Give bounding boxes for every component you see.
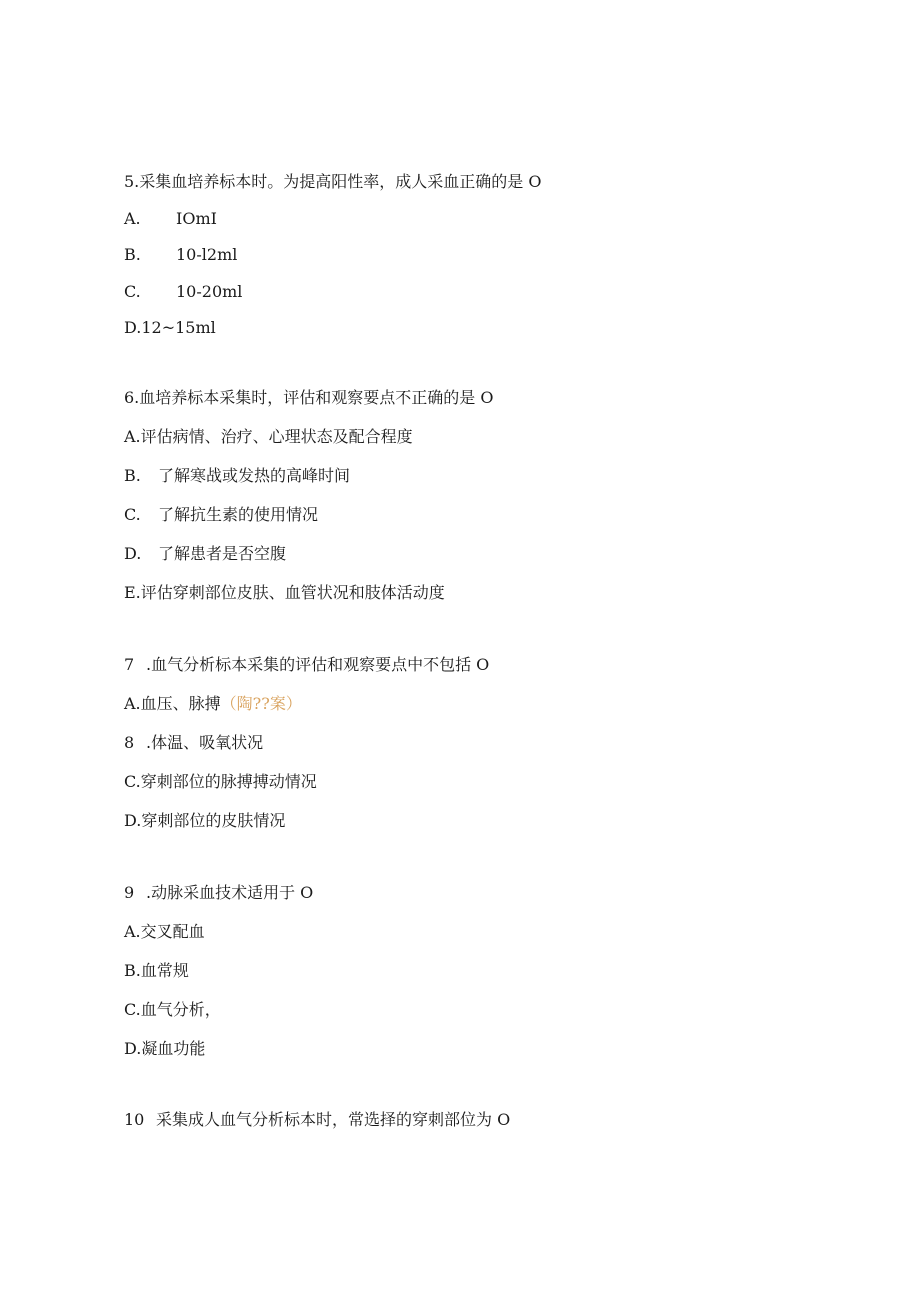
question-5-option-d: D.12~15ml: [124, 318, 216, 337]
question-6-stem: 6.血培养标本采集时，评估和观察要点不正确的是 O: [124, 388, 494, 407]
question-9-option-d: D.凝血功能: [124, 1039, 206, 1058]
question-9-option-a: A.交叉配血: [124, 922, 205, 941]
question-5-option-b: B. 10-l2ml: [124, 245, 238, 264]
question-9-stem: 9 .动脉采血技术适用于 O: [124, 883, 314, 902]
question-9-option-c: C.血气分析，: [124, 1000, 221, 1019]
question-10-stem: 10 采集成人血气分析标本时，常选择的穿刺部位为 O: [124, 1110, 511, 1129]
answer-note: （陶??案）: [220, 694, 302, 713]
question-7-option-b: 8 .体温、吸氧状况: [124, 733, 264, 752]
question-9-option-b: B.血常规: [124, 961, 189, 980]
question-5-stem: 5.采集血培养标本时。为提高阳性率，成人采血正确的是 O: [124, 172, 542, 191]
question-5-option-a: A. IOmI: [124, 209, 217, 228]
question-6-option-c: C. 了解抗生素的使用情况: [124, 505, 319, 524]
question-7-option-c: C.穿刺部位的脉搏搏动情况: [124, 772, 317, 791]
question-6-option-d: D. 了解患者是否空腹: [124, 544, 287, 563]
question-7-option-a: A.血压、脉搏（陶??案）: [124, 694, 302, 713]
question-6-option-a: A.评估病情、治疗、心理状态及配合程度: [124, 427, 413, 446]
question-6-option-e: E.评估穿刺部位皮肤、血管状况和肢体活动度: [124, 583, 445, 602]
question-5-option-c: C. 10-20ml: [124, 282, 243, 301]
question-6-option-b: B. 了解寒战或发热的高峰时间: [124, 466, 351, 485]
question-7-stem: 7 .血气分析标本采集的评估和观察要点中不包括 O: [124, 655, 490, 674]
question-7-option-d: D.穿刺部位的皮肤情况: [124, 811, 286, 830]
